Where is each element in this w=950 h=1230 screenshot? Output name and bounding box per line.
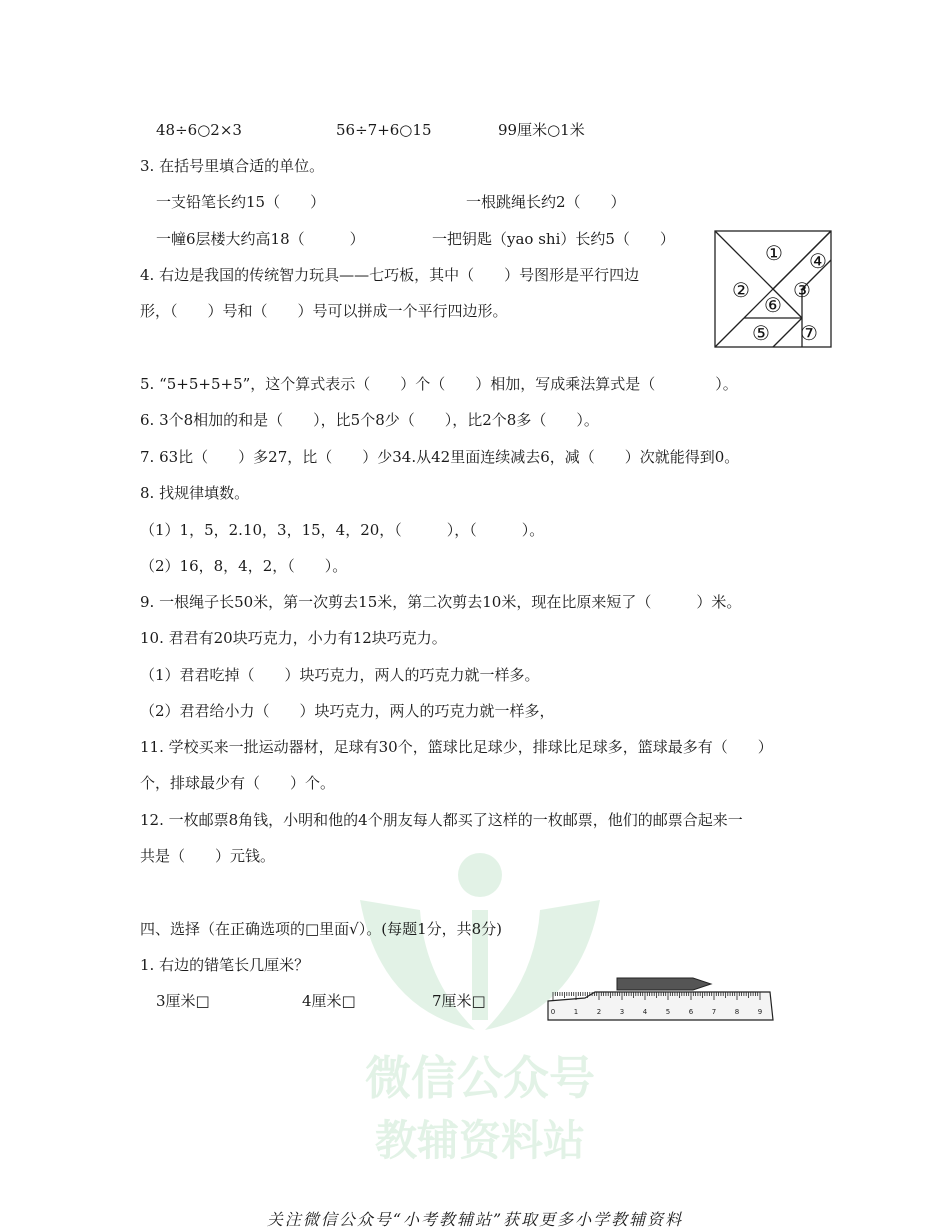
ruler-figure xyxy=(545,968,775,1028)
section-4-q1: 1. 右边的错笔长几厘米？ xyxy=(140,956,310,974)
q9: 9. 一根绳子长50米，第一次剪去15米，第二次剪去10米，现在比原来短了（ ）米。 xyxy=(140,593,742,611)
option-7cm[interactable]: 7厘米□ xyxy=(432,992,486,1010)
q3-item-c: 一幢6层楼大约高18（ ） xyxy=(156,230,365,248)
compare-item-3: 99厘米○1米 xyxy=(498,121,585,139)
ruler-number: 9 xyxy=(757,1008,763,1016)
section-4-title: 四、选择（在正确选项的□里面√）。(每题1分，共8分) xyxy=(140,920,503,938)
tangram-label-3: ③ xyxy=(793,278,811,302)
q4-line-1: 4. 右边是我国的传统智力玩具——七巧板，其中（ ）号图形是平行四边 xyxy=(140,266,640,284)
ruler-number: 6 xyxy=(688,1008,694,1016)
compare-item-1: 48÷6○2×3 xyxy=(156,121,242,139)
q3-item-a: 一支铅笔长约15（ ） xyxy=(156,193,326,211)
ruler-number: 1 xyxy=(573,1008,579,1016)
tangram-label-1: ① xyxy=(765,241,783,265)
q12-line-2: 共是（ ）元钱。 xyxy=(140,847,276,865)
ruler-number: 2 xyxy=(596,1008,602,1016)
ruler-number: 4 xyxy=(642,1008,648,1016)
tangram-label-4: ④ xyxy=(809,249,827,273)
q12-line-1: 12. 一枚邮票8角钱，小明和他的4个朋友每人都买了这样的一枚邮票，他们的邮票合起来一 xyxy=(140,811,743,829)
footer-note: 关注微信公众号“小考教辅站”获取更多小学教辅资料 xyxy=(266,1210,684,1229)
q3-item-b: 一根跳绳长约2（ ） xyxy=(466,193,626,211)
watermark-text-1: 微信公众号 xyxy=(365,1051,595,1105)
q4-line-2: 形，（ ）号和（ ）号可以拼成一个平行四边形。 xyxy=(140,302,508,320)
q5: 5. “5+5+5+5”，这个算式表示（ ）个（ ）相加，写成乘法算式是（ ）。 xyxy=(140,375,738,393)
tangram-label-7: ⑦ xyxy=(800,321,818,345)
q10-part-1: （1）君君吃掉（ ）块巧克力，两人的巧克力就一样多。 xyxy=(140,666,540,684)
q10-part-2: （2）君君给小力（ ）块巧克力，两人的巧克力就一样多， xyxy=(140,702,555,720)
watermark-text-2: 教辅资料站 xyxy=(374,1116,585,1165)
q3-item-d: 一把钥匙（yao shi）长约5（ ） xyxy=(432,230,675,248)
q11-line-2: 个，排球最少有（ ）个。 xyxy=(140,774,336,792)
q8-part-1: （1）1，5，2.10，3，15，4，20，（ ），（ ）。 xyxy=(140,521,545,539)
ruler-number: 0 xyxy=(550,1008,556,1016)
q8-title: 8. 找规律填数。 xyxy=(140,484,250,502)
tangram-figure xyxy=(714,230,832,348)
q6: 6. 3个8相加的和是（ ），比5个8少（ ），比2个8多（ ）。 xyxy=(140,411,599,429)
option-3cm[interactable]: 3厘米□ xyxy=(156,992,210,1010)
ruler-number: 3 xyxy=(619,1008,625,1016)
q8-part-2: （2）16，8，4，2，（ ）。 xyxy=(140,557,348,575)
q3-title: 3. 在括号里填合适的单位。 xyxy=(140,157,325,175)
option-4cm[interactable]: 4厘米□ xyxy=(302,992,356,1010)
q11-line-1: 11. 学校买来一批运动器材，足球有30个，篮球比足球少，排球比足球多，篮球最多有（ ） xyxy=(140,738,773,756)
tangram-label-2: ② xyxy=(732,278,750,302)
tangram-label-5: ⑤ xyxy=(752,321,770,345)
tangram-label-6: ⑥ xyxy=(764,293,782,317)
ruler-body xyxy=(548,992,773,1020)
q7: 7. 63比（ ）多27，比（ ）少34.从42里面连续减去6，减（ ）次就能得到0。 xyxy=(140,448,740,466)
ruler-number: 7 xyxy=(711,1008,717,1016)
compare-item-2: 56÷7+6○15 xyxy=(336,121,432,139)
pencil-icon xyxy=(617,978,711,990)
q10-title: 10. 君君有20块巧克力，小力有12块巧克力。 xyxy=(140,629,447,647)
ruler-number: 8 xyxy=(734,1008,740,1016)
ruler-number: 5 xyxy=(665,1008,671,1016)
